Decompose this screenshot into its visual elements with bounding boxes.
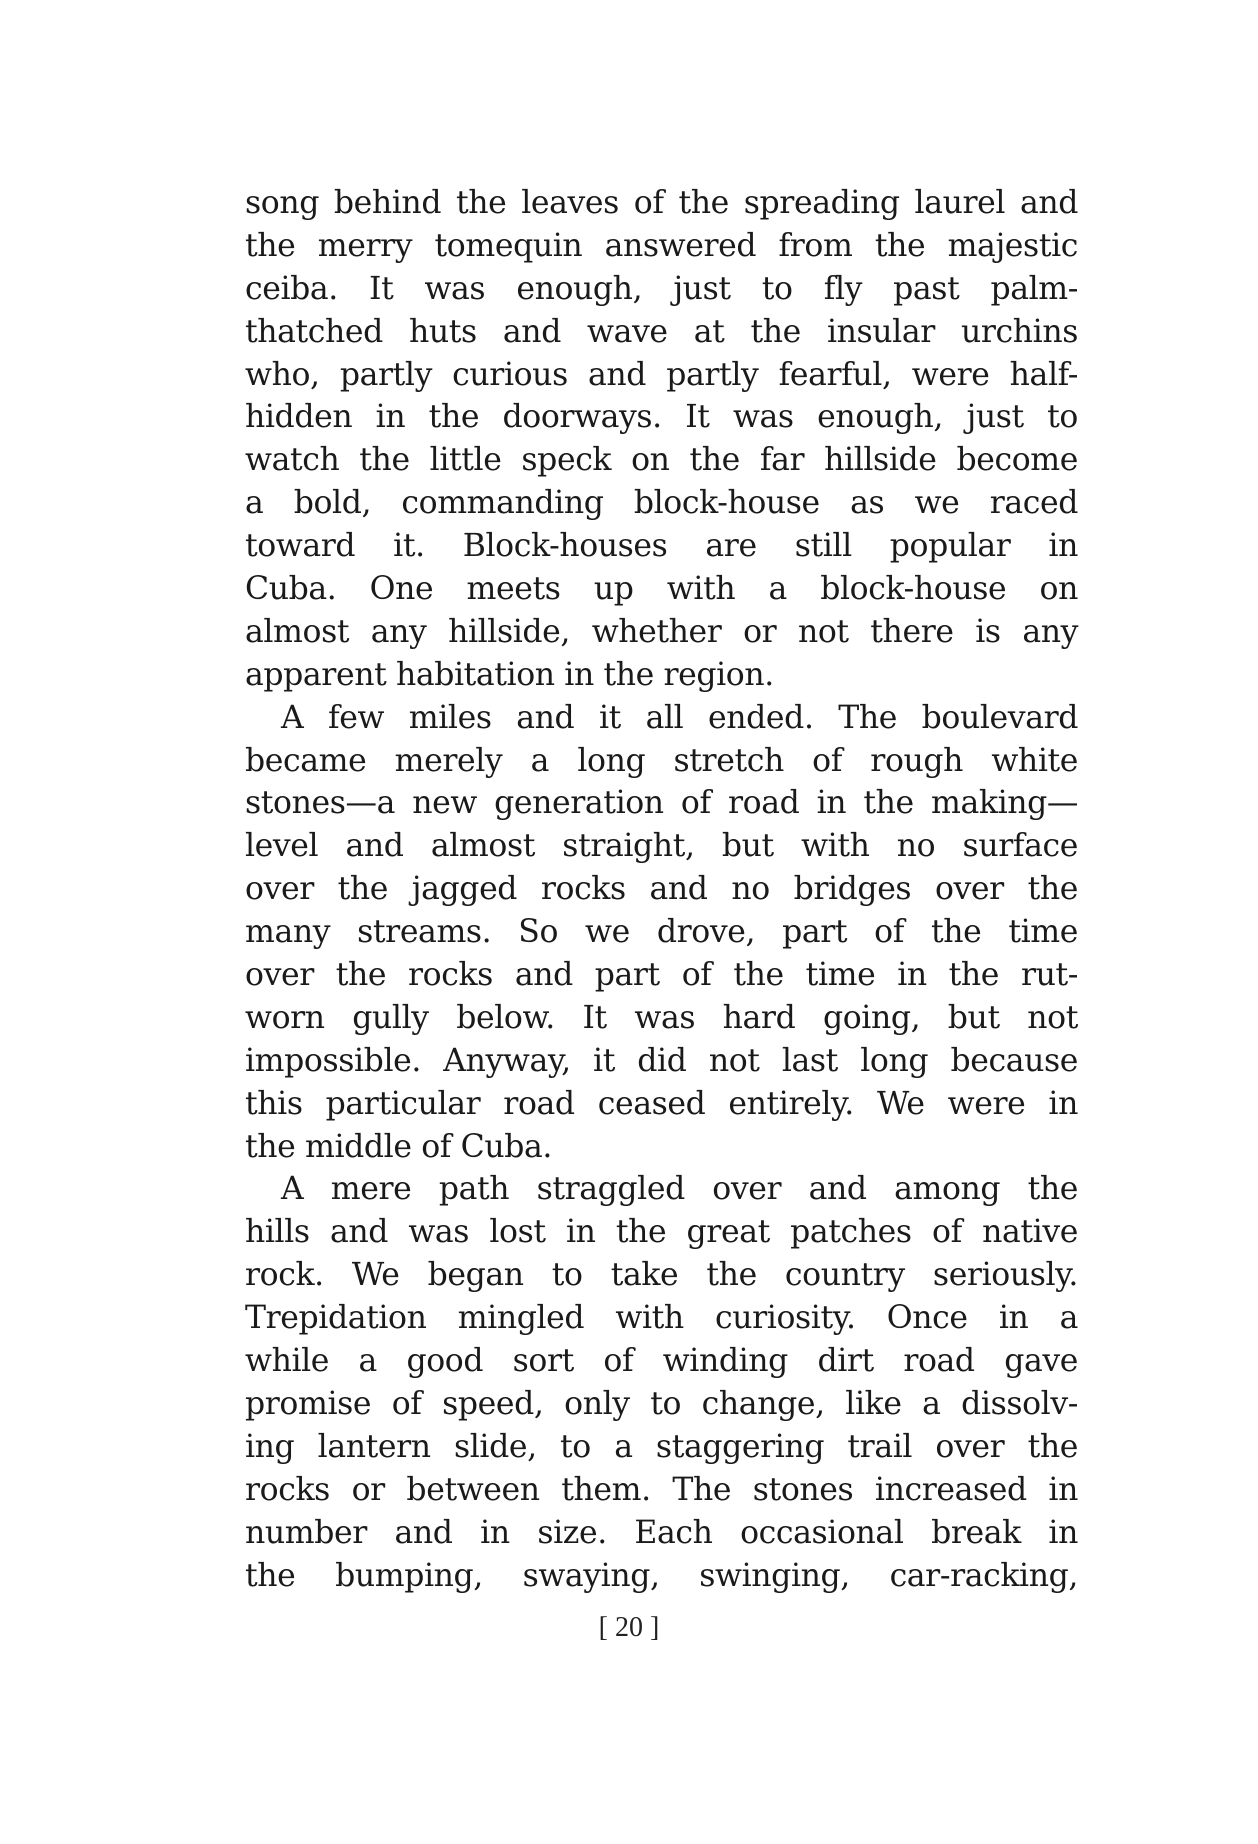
text-line: promise of speed, only to change, like a dissolv- xyxy=(245,1385,1078,1422)
text-line: ceiba. It was enough, just to fly past palm- xyxy=(245,270,1078,307)
text-line: over the jagged rocks and no bridges over the xyxy=(245,871,1078,908)
text-line: watch the little speck on the far hillside become xyxy=(245,442,1078,479)
text-line: worn gully below. It was hard going, but not xyxy=(245,999,1078,1036)
text-line: who, partly curious and partly fearful, were half- xyxy=(245,356,1078,393)
text-line: over the rocks and part of the time in the rut- xyxy=(245,957,1078,994)
text-line: while a good sort of winding dirt road gave xyxy=(245,1343,1078,1380)
text-line: stones—a new generation of road in the making— xyxy=(245,785,1078,822)
text-line: Trepidation mingled with curiosity. Once in a xyxy=(245,1300,1078,1337)
text-line: song behind the leaves of the spreading laurel and xyxy=(245,185,1078,221)
text-line: level and almost straight, but with no surface xyxy=(245,828,1078,865)
page-number: [ 20 ] xyxy=(598,1612,660,1643)
text-line: thatched huts and wave at the insular urchins xyxy=(245,313,1078,350)
text-line: hills and was lost in the great patches of native xyxy=(245,1214,1078,1251)
text-line: became merely a long stretch of rough white xyxy=(245,742,1078,779)
text-line: rock. We began to take the country seriously. xyxy=(245,1257,1078,1294)
text-line: A mere path straggled over and among the xyxy=(281,1171,1078,1208)
text-line: many streams. So we drove, part of the time xyxy=(245,914,1078,951)
text-line: A few miles and it all ended. The boulevard xyxy=(281,699,1078,736)
text-line: apparent habitation in the region. xyxy=(245,656,774,693)
text-line: this particular road ceased entirely. We were in xyxy=(245,1085,1078,1122)
text-line: ing lantern slide, to a staggering trail over the xyxy=(245,1428,1078,1465)
text-line: almost any hillside, whether or not there is any xyxy=(245,613,1078,650)
text-line: number and in size. Each occasional break in xyxy=(245,1514,1078,1551)
text-line: the bumping, swaying, swinging, car-racking, xyxy=(245,1557,1078,1594)
text-line: the merry tomequin answered from the majestic xyxy=(245,227,1078,264)
text-line: the middle of Cuba. xyxy=(245,1128,552,1165)
text-line: Cuba. One meets up with a block-house on xyxy=(245,571,1078,608)
text-line: a bold, commanding block-house as we raced xyxy=(245,485,1078,522)
text-line: toward it. Block-houses are still popular in xyxy=(245,528,1078,565)
text-line: rocks or between them. The stones increased in xyxy=(245,1471,1078,1508)
body-text xyxy=(245,182,1078,1597)
text-line: hidden in the doorways. It was enough, just to xyxy=(245,399,1078,436)
text-line: impossible. Anyway, it did not last long because xyxy=(245,1042,1078,1079)
